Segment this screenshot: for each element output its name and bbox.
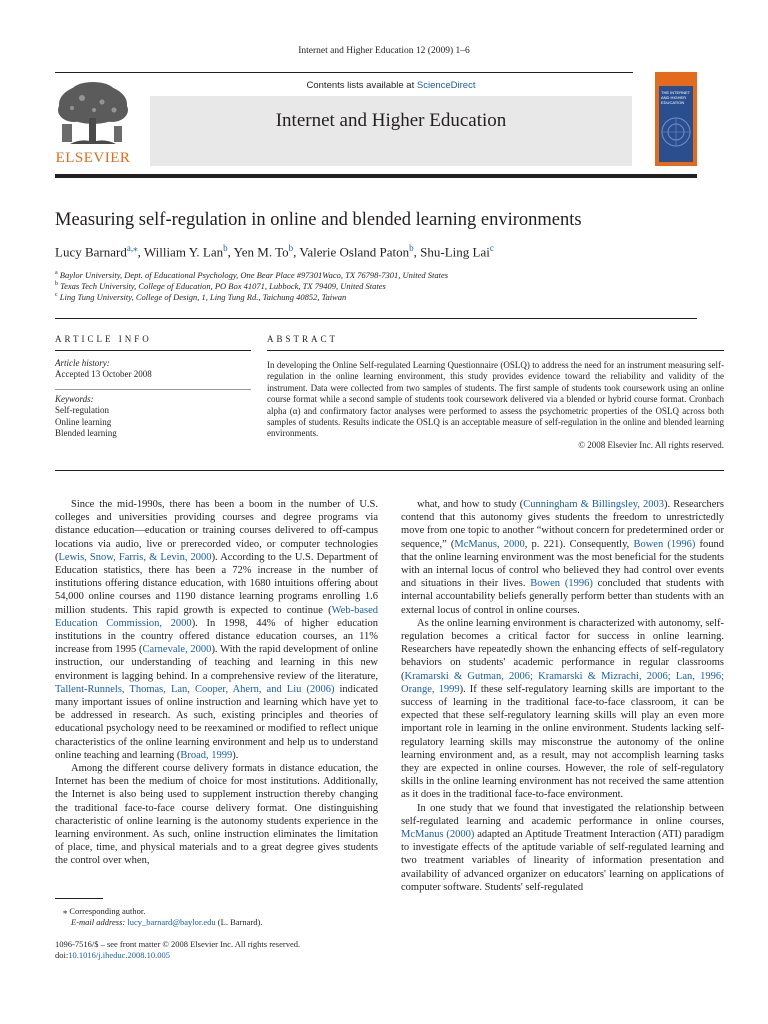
corresponding-author bbox=[55, 906, 378, 917]
article-info-rule bbox=[55, 350, 251, 351]
abstract-bottom-rule bbox=[55, 470, 724, 471]
body-text: indicated many important issues of online instruction and learning which have yet to be addressed in research. As such, existing principles and theories of educational psychology need to be reexamined or modified to reflect unique characteristics of the online learning environment and help us to understand online teaching and learning ( bbox=[55, 683, 378, 761]
body-text: Among the different course delivery formats in distance education, the Internet has been the medium of choice for most institutions. Additionally, the Internet is also being used to supplement instruction thereby changing the traditional face-to-face course delivery format. One distinguishing characteristic of online learning is the autonomy students experience in the learning environment. As such, online instruction eliminates the limitation of place, time, and physical materials and to a great degree gives students the control over when, bbox=[55, 763, 378, 867]
body-paragraph bbox=[401, 617, 724, 802]
footnote-label: Corresponding author. bbox=[69, 906, 146, 916]
cover-panel bbox=[659, 86, 693, 162]
author-affil-mark[interactable]: b bbox=[409, 243, 414, 253]
abstract-body bbox=[267, 360, 724, 451]
abstract-text: In developing the Online Self-regulated Learning Questionnaire (OSLQ) to address the need for an instrument measuring self-regulation in the online learning environment, this study provides evidence toward the reliability and validity of the instrument. Data were collected from two samples of students. The first sample of students took coursework using an online course format while a second sample of students took coursework delivered via a blended or hybrid course format. Cronbach alpha (α) and confirmatory factor analyses were performed to assess the psychometric properties of the OSLQ across both samples of students. Results indicate the OSLQ is an acceptable measure of self-regulation in the online and blended learning environments. bbox=[267, 360, 724, 439]
body-text: ). bbox=[232, 749, 239, 761]
author-separator: , bbox=[413, 244, 421, 260]
body-text: found that the online learning environment was the most beneficial for the students with an internal locus of control who believed they had control over events and situations in their lives. bbox=[401, 538, 724, 590]
abstract-copyright: © 2008 Elsevier Inc. All rights reserved. bbox=[578, 439, 724, 450]
author-name: Yen M. To bbox=[233, 244, 289, 260]
affiliation bbox=[55, 290, 715, 303]
body-paragraph bbox=[55, 762, 378, 868]
article-info-heading: ARTICLE INFO bbox=[55, 334, 152, 344]
body-text: adapted an Aptitude Treatment Interaction (ATI) paradigm to investigate effects of the aptitude variable of self-regulated learning and two treatment variables of linearity of information presentation and availability of advanced organizer on educators' learning on applications of computer software. Students' self-regulated bbox=[401, 829, 724, 893]
author-list bbox=[55, 243, 715, 260]
keyword: Online learning bbox=[55, 416, 112, 427]
cover-graphic-icon bbox=[659, 102, 693, 162]
affiliation-text: Ling Tung University, College of Design, 1, Ling Tung Rd., Taichung 40852, Taiwan bbox=[59, 291, 347, 302]
abstract-rule bbox=[267, 350, 724, 351]
issn-block bbox=[55, 939, 395, 961]
masthead-top-rule bbox=[55, 72, 633, 73]
sciencedirect-link[interactable]: ScienceDirect bbox=[416, 80, 476, 91]
author-affil-mark[interactable]: a,⁎ bbox=[126, 243, 138, 253]
affiliation-text: Texas Tech University, College of Education, PO Box 41071, Lubbock, TX 79409, United States bbox=[60, 280, 386, 291]
author-separator: , bbox=[227, 244, 234, 260]
citation-link[interactable]: Kramarski & Gutman, 2006; Kramarski & Mizrachi, 2006; Lan, 1996; Orange, 1999 bbox=[401, 670, 724, 695]
body-text: ). If these self-regulatory learning skills are important to the success of learning in the traditional face-to-face classroom, it can be expected that these self-regulatory learning skills will play an even more important role in learning in the online environment. Students lacking self-regulatory learning skills may misconstrue the autonomy of the online learning environment and, as a result, may not accomplish learning tasks they are expected in online courses. However, the role of self-regulatory skills in the online learning environment has not received the same attention as it does in the traditional face-to-face environment. bbox=[401, 683, 724, 801]
citation-link[interactable]: McManus, 2000 bbox=[454, 538, 525, 550]
author-name: William Y. Lan bbox=[143, 244, 224, 260]
cover-title: THE INTERNET AND HIGHER EDUCATION bbox=[661, 90, 691, 105]
masthead-bottom-rule bbox=[55, 174, 697, 178]
body-text: As the online learning environment is characterized with autonomy, self-regulation becomes a critical factor for success in online learning. Researchers have repeatedly shown the enhancing effects of self-regulatory behaviors on students' academic performance in regular classrooms ( bbox=[401, 617, 724, 682]
body-text: ). With the rapid development of online instruction, our understanding of teaching and learning in this new environment is lagging behind. In a comprehensive review of the literature, bbox=[55, 644, 378, 682]
article-title: Measuring self-regulation in online and blended learning environments bbox=[55, 210, 582, 230]
contents-line bbox=[150, 80, 632, 91]
body-text: ). According to the U.S. Department of Education statistics, there has been a 72% increase in the number of institutions offering distance education, with 1680 intuitions offering about 54,000 online courses and 1190 distance learning programs enrolling 1.6 million students. This rapid growth is expected to continue ( bbox=[55, 551, 378, 616]
citation-link[interactable]: Bowen (1996) bbox=[633, 538, 696, 550]
footnote-mark: ⁎ bbox=[63, 906, 68, 916]
body-paragraph bbox=[55, 498, 378, 762]
author-name: Shu-Ling Lai bbox=[420, 244, 490, 260]
citation-link[interactable]: Carnevale, 2000 bbox=[142, 644, 212, 656]
body-text: ). Researchers contend that this autonomy gives students the freedom to unrestrictedly move from one topic to another “without concern for predetermined order or sequence,” ( bbox=[401, 499, 725, 550]
abstract-heading: ABSTRACT bbox=[267, 334, 339, 344]
history-label: Article history: bbox=[55, 358, 110, 368]
footnote-email bbox=[55, 917, 378, 928]
journal-title: Internet and Higher Education bbox=[275, 110, 507, 131]
author-name: Lucy Barnard bbox=[55, 244, 127, 260]
body-text: concluded that students with internal accountability beliefs generally perform better than students with an external locus of control in online courses. bbox=[401, 578, 724, 616]
citation-link[interactable]: Cunningham & Billingsley, 2003 bbox=[523, 499, 665, 510]
citation-link[interactable]: Bowen (1996) bbox=[530, 578, 593, 590]
author-separator: , bbox=[137, 244, 144, 260]
author-affil-mark[interactable]: c bbox=[489, 243, 494, 253]
keyword: Self-regulation bbox=[55, 405, 109, 416]
affiliation-mark: b bbox=[55, 281, 58, 287]
email-link[interactable]: lucy_barnard@baylor.edu bbox=[127, 917, 216, 927]
author-affil-mark[interactable]: b bbox=[223, 243, 228, 253]
doi-link[interactable]: 10.1016/j.iheduc.2008.10.005 bbox=[68, 950, 170, 960]
author-affil-mark[interactable]: b bbox=[288, 243, 294, 253]
doi-prefix: doi: bbox=[55, 950, 69, 960]
body-text: what, and how to study ( bbox=[417, 499, 524, 510]
footnote bbox=[55, 906, 378, 928]
body-text: Since the mid-1990s, there has been a boom in the number of U.S. colleges and universities providing courses and degree programs via distance education—education or training courses delivered to off-campus locations via audio, live or prerecorded video, or computer technologies ( bbox=[55, 499, 378, 563]
body-column-left bbox=[55, 498, 378, 868]
history-value: Accepted 13 October 2008 bbox=[55, 369, 152, 380]
article-history bbox=[55, 358, 251, 381]
citation-link[interactable]: McManus (2000) bbox=[401, 829, 475, 841]
body-paragraph bbox=[401, 498, 724, 617]
keywords-rule bbox=[55, 389, 251, 390]
author-name: Valerie Osland Paton bbox=[299, 244, 410, 260]
body-text: , p. 221). Consequently, bbox=[524, 538, 634, 550]
affiliation-text: Baylor University, Dept. of Educational Psychology, One Bear Place #97301Waco, TX 76798-7301, United States bbox=[59, 269, 449, 280]
citation-link[interactable]: Web-based Education Commission, 2000 bbox=[55, 604, 378, 629]
citation-link[interactable]: Lewis, Snow, Farris, & Levin, 2000 bbox=[58, 551, 212, 563]
footnote-rule bbox=[55, 898, 103, 899]
author-separator: , bbox=[293, 244, 300, 260]
journal-cover bbox=[655, 72, 697, 166]
running-head: Internet and Higher Education 12 (2009) 1–6 bbox=[298, 46, 470, 56]
body-paragraph bbox=[401, 802, 724, 894]
keywords-label: Keywords: bbox=[55, 394, 94, 404]
email-label: E-mail address: bbox=[71, 917, 126, 927]
keywords-block bbox=[55, 394, 251, 440]
elsevier-logo bbox=[52, 80, 134, 166]
body-text: ). In 1998, 44% of higher education institutions in the country offered distance education courses, an 11% increase from 1995 ( bbox=[55, 617, 378, 656]
citation-link[interactable]: Broad, 1999 bbox=[180, 749, 233, 761]
body-column-right bbox=[401, 498, 724, 894]
citation-link[interactable]: Tallent-Runnels, Thomas, Lan, Cooper, Ahern, and Liu (2006) bbox=[55, 683, 335, 695]
affiliation-mark: a bbox=[55, 270, 58, 276]
keyword: Blended learning bbox=[55, 428, 117, 439]
body-text: In one study that we found that investigated the relationship between self-regulated learning and academic performance in online courses, bbox=[401, 802, 724, 827]
doi-line bbox=[55, 950, 395, 961]
contents-prefix: Contents lists available at bbox=[306, 80, 415, 91]
section-rule bbox=[55, 318, 697, 319]
issn-line: 1096-7516/$ – see front matter © 2008 Elsevier Inc. All rights reserved. bbox=[55, 939, 301, 949]
email-suffix: (L. Barnard). bbox=[217, 917, 263, 927]
affiliation-mark: c bbox=[55, 292, 58, 298]
publisher-name: ELSEVIER bbox=[55, 150, 131, 166]
